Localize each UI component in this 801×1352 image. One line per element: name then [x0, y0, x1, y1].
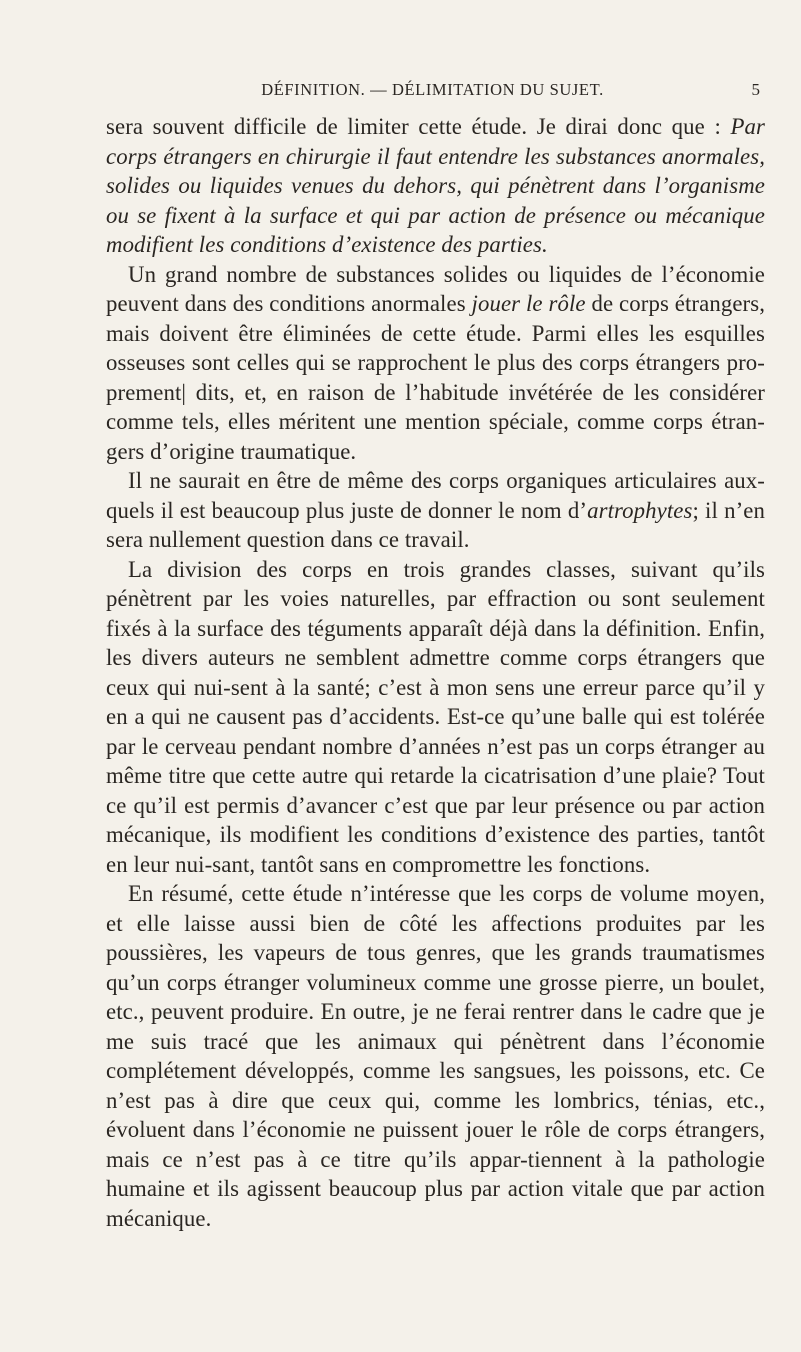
italic-term: artrophytes	[587, 497, 693, 523]
paragraph-text: sera souvent difficile de limiter cette étude. Je dirai donc que :	[106, 114, 731, 139]
paragraph-definition	[106, 112, 765, 260]
paragraph-text: En résumé, cette étude n’intéresse que les corps de volume moyen, et elle laisse aussi bien de côté les affections produites par les poussières, les vapeurs de tous genres, que les grands traumatismes qu’un corps étranger volumineux comme une grosse pierre, un boulet, etc., peuvent produire. En outre, je ne ferai rentrer dans le cadre que je me suis tracé que les animaux qui pénètrent dans l’économie complétement développés, comme les sangsues, les poissons, etc. Ce n’est pas à dire que ceux qui, comme les lombrics, ténias, etc., évoluent dans l’économie ne puissent jouer le rôle de corps étrangers, mais ce n’est pas à ce titre qu’ils appar-tiennent à la pathologie humaine et ils agissent beaucoup plus par action vitale que par action mécanique.	[106, 881, 765, 1231]
paragraph-artrophytes	[106, 466, 765, 555]
paragraph-substances	[106, 260, 765, 467]
paragraph-division	[106, 555, 765, 880]
paragraph-text: ; il n’en sera nullement question dans ce travail.	[106, 497, 765, 552]
running-header	[105, 78, 760, 102]
chapter-title: DÉFINITION. — DÉLIMITATION DU SUJET.	[261, 80, 604, 99]
paragraph-text: Un grand nombre de substances solides ou liquides de l’économie peuvent dans des conditions anormales	[106, 261, 765, 316]
body-text	[106, 112, 765, 1233]
page-number: 5	[751, 80, 760, 99]
paragraph-text: de corps étrangers, mais doivent être éliminées de cette étude. Parmi elles les esquilles osseuses sont celles qui se rapprochent le plus des corps étrangers pro-prement| dits, et, en raison de l’habitude invétérée de les considérer comme tels, elles méritent une mention spéciale, comme corps étran-gers d’origine traumatique.	[106, 291, 765, 464]
paragraph-text: La division des corps en trois grandes classes, suivant qu’ils pénètrent par les voies naturelles, par effraction ou sont seulement fixés à la surface des téguments apparaît déjà dans la définition. Enfin, les divers auteurs ne semblent admettre comme corps étrangers que ceux qui nui-sent à la santé; c’est à mon sens une erreur parce qu’il y en a qui ne causent pas d’accidents. Est-ce qu’une balle qui est tolérée par le cerveau pendant nombre d’années n’est pas un corps étranger au même titre que cette autre qui retarde la cicatrisation d’une plaie? Tout ce qu’il est permis d’avancer c’est que par leur présence ou par action mécanique, ils modifient les conditions d’existence des parties, tantôt en leur nui-sant, tantôt sans en compromettre les fonctions.	[106, 556, 765, 877]
definition-italic: Par corps étrangers en chirurgie il faut entendre les substances anormales, solides ou liquides venues du dehors, qui pénètrent dans l’organisme ou se fixent à la surface et qui par action de présence ou mécanique modifient les conditions d’existence des parties.	[106, 114, 765, 257]
paragraph-text: Il ne saurait en être de même des corps organiques articulaires aux-quels il est beaucoup plus juste de donner le nom d’	[106, 468, 765, 523]
paragraph-summary	[106, 879, 765, 1233]
italic-phrase: jouer le rôle	[471, 291, 586, 316]
